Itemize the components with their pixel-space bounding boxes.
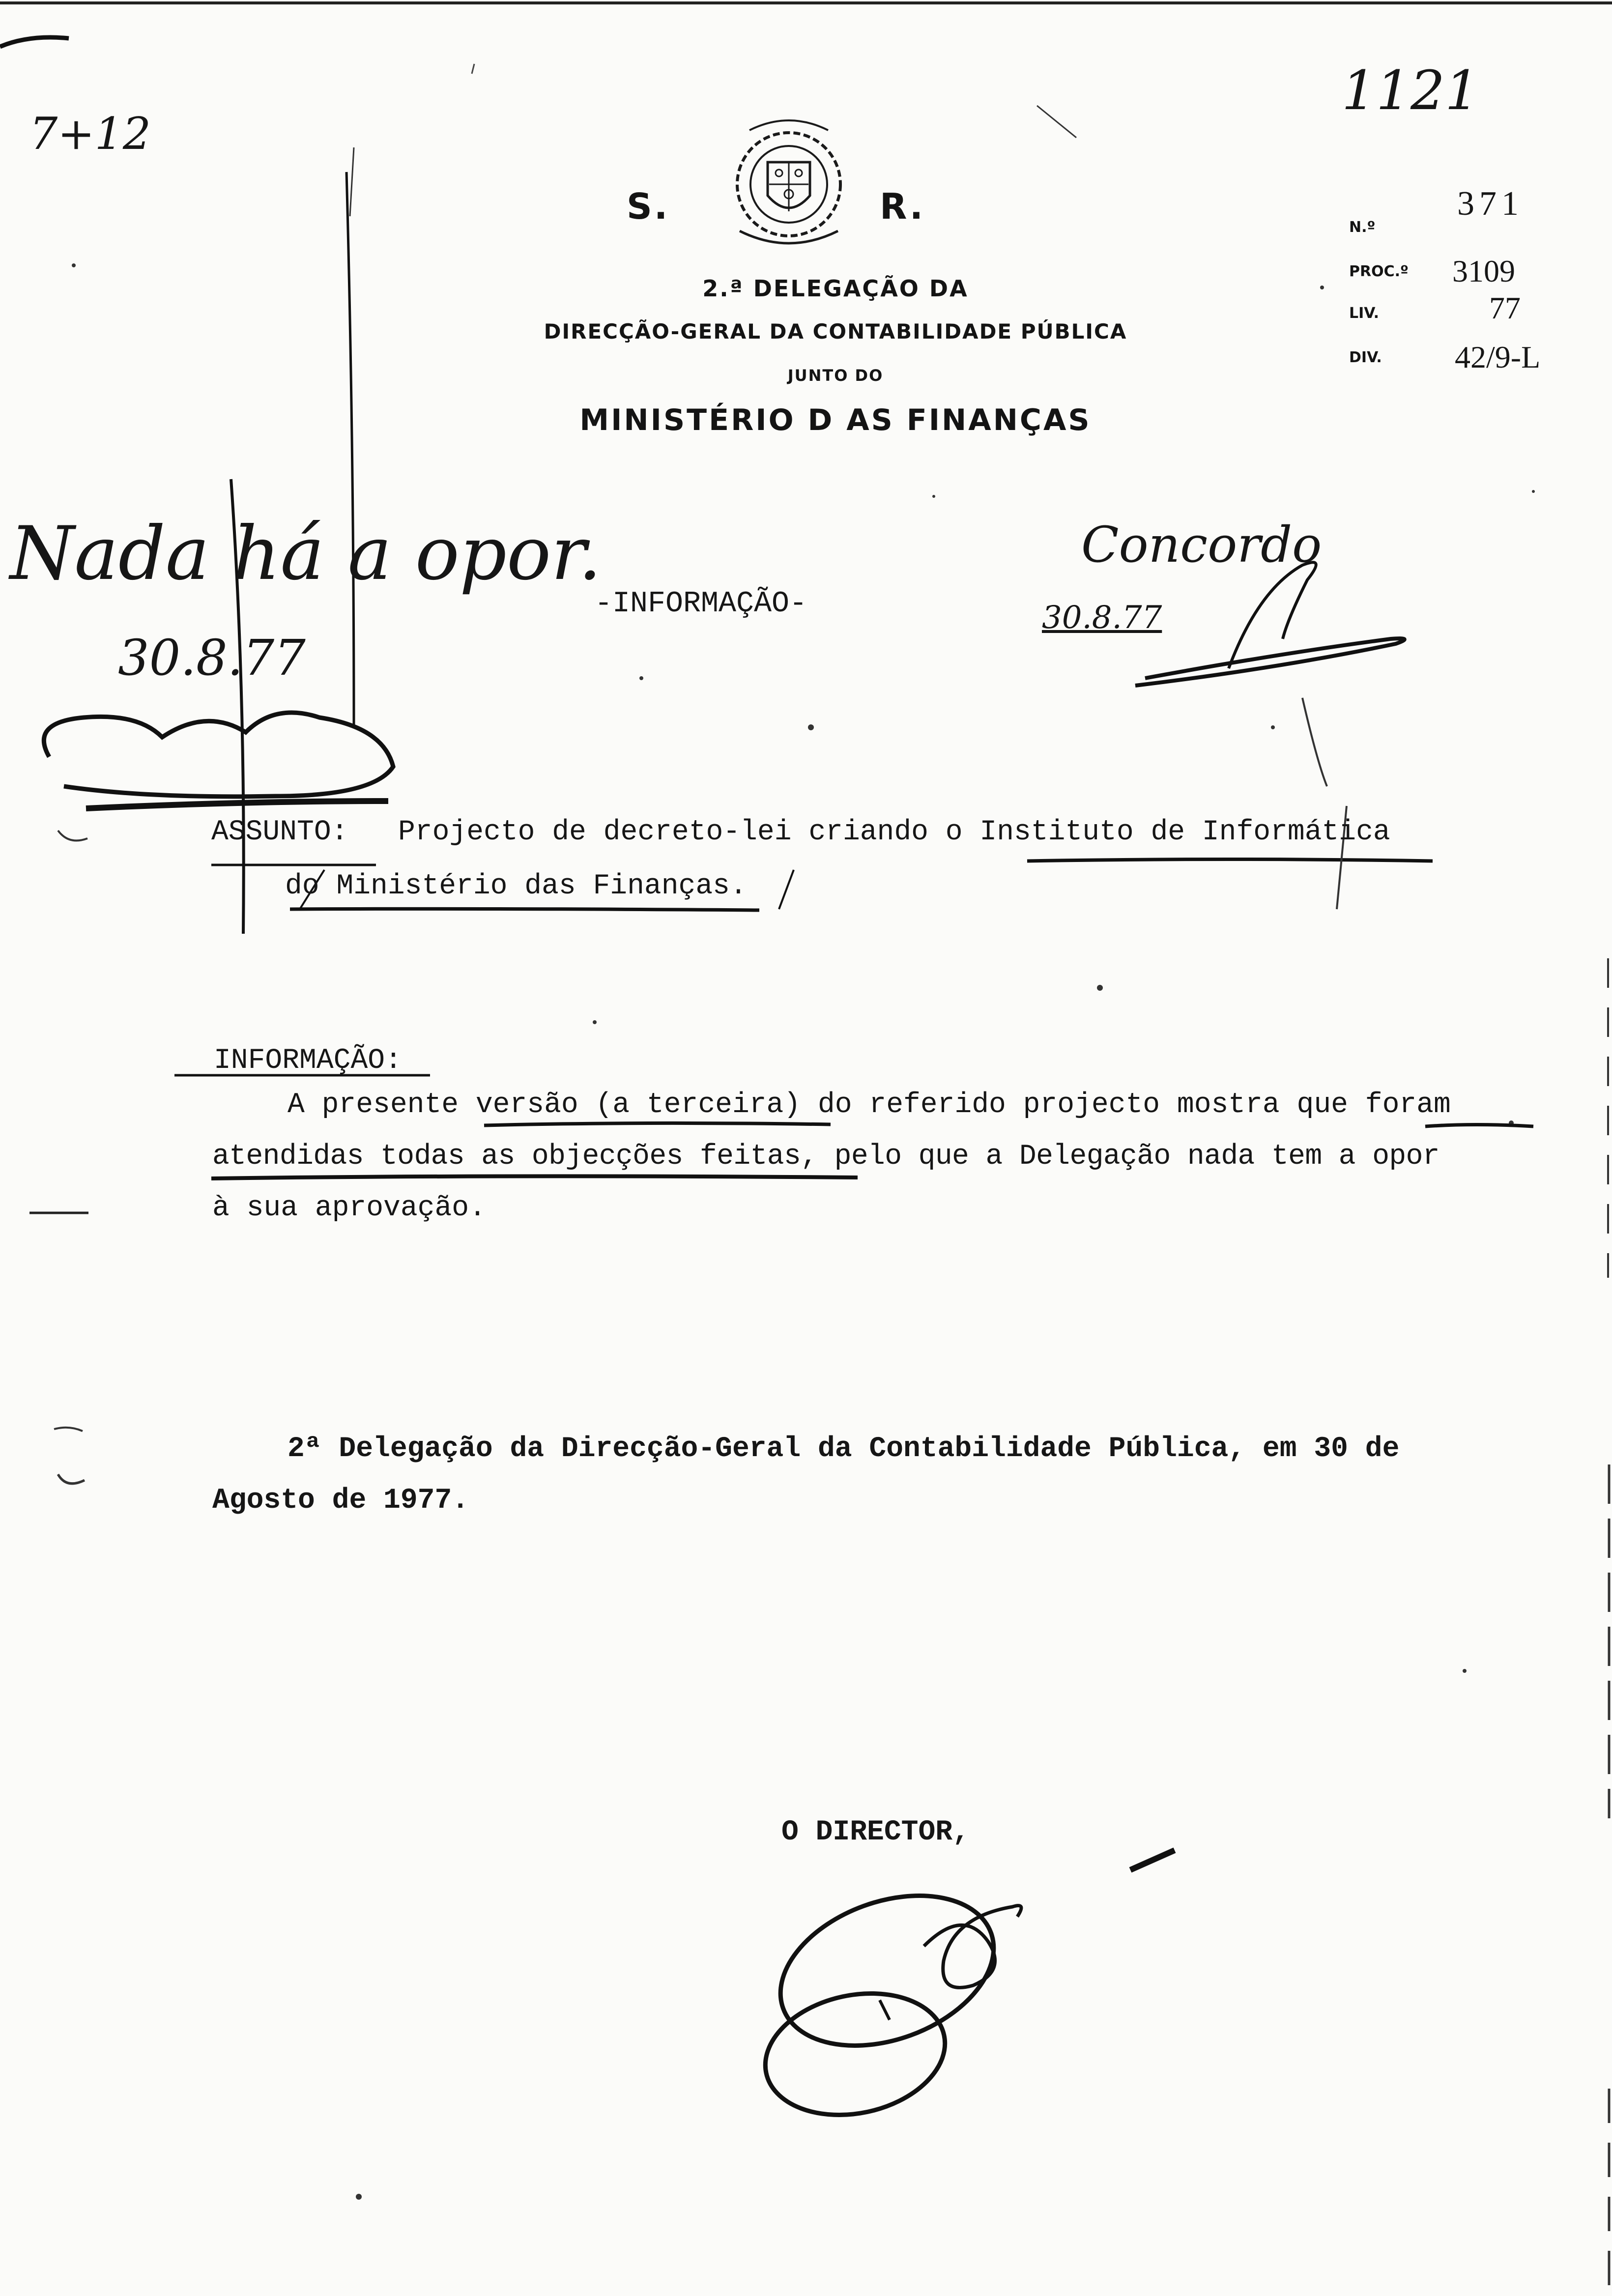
letterhead-left-mark: S. — [627, 186, 670, 227]
proc-label: PROC.º — [1349, 263, 1409, 280]
letterhead-line-4: MINISTÉRIO D AS FINANÇAS — [579, 403, 1092, 437]
info-line-1: A presente versão (a terceira) do referido projecto mostra que foram — [288, 1089, 1451, 1121]
liv-label: LIV. — [1349, 305, 1380, 322]
number-value: 371 — [1457, 185, 1524, 223]
letterhead-line-2: DIRECÇÃO-GERAL DA CONTABILIDADE PÚBLICA — [544, 319, 1127, 344]
number-label: N.º — [1349, 219, 1376, 236]
div-value: 42/9-L — [1455, 340, 1541, 374]
subject-line-1: Projecto de decreto-lei criando o Instituto de Informática — [398, 816, 1390, 848]
info-line-2: atendidas todas as objecções feitas, pelo que a Delegação nada tem a opor — [212, 1141, 1440, 1173]
subject-label: ASSUNTO: — [211, 816, 348, 848]
left-handwritten-date: 30.8.77 — [118, 629, 306, 687]
subject-line-2: do Ministério das Finanças. — [285, 870, 747, 902]
info-line-3: à sua aprovação. — [212, 1192, 486, 1224]
liv-value: 77 — [1489, 290, 1521, 325]
document-title: -INFORMAÇÃO- — [595, 587, 807, 621]
signatory-title: O DIRECTOR, — [781, 1816, 970, 1848]
closing-line-2: Agosto de 1977. — [212, 1485, 469, 1517]
letterhead-line-3: JUNTO DO — [787, 366, 884, 385]
letterhead-right-mark: R. — [880, 186, 925, 227]
crest-emblem — [737, 120, 840, 243]
right-handwritten-note: Concordo — [1081, 516, 1322, 574]
corner-handwritten-note: 7+12 — [29, 108, 151, 160]
div-label: DIV. — [1349, 349, 1382, 366]
letterhead-line-1: 2.ª DELEGAÇÃO DA — [702, 275, 969, 302]
proc-value: 3109 — [1452, 254, 1515, 288]
left-handwritten-note: Nada há a opor. — [10, 511, 602, 597]
info-label: INFORMAÇÃO: — [214, 1045, 402, 1077]
page-number-handwritten: 1121 — [1342, 59, 1479, 122]
closing-line-1: 2ª Delegação da Direcção-Geral da Contabilidade Pública, em 30 de — [288, 1433, 1400, 1465]
director-signature — [754, 1868, 1021, 2130]
right-handwritten-date: 30.8.77 — [1042, 600, 1162, 636]
